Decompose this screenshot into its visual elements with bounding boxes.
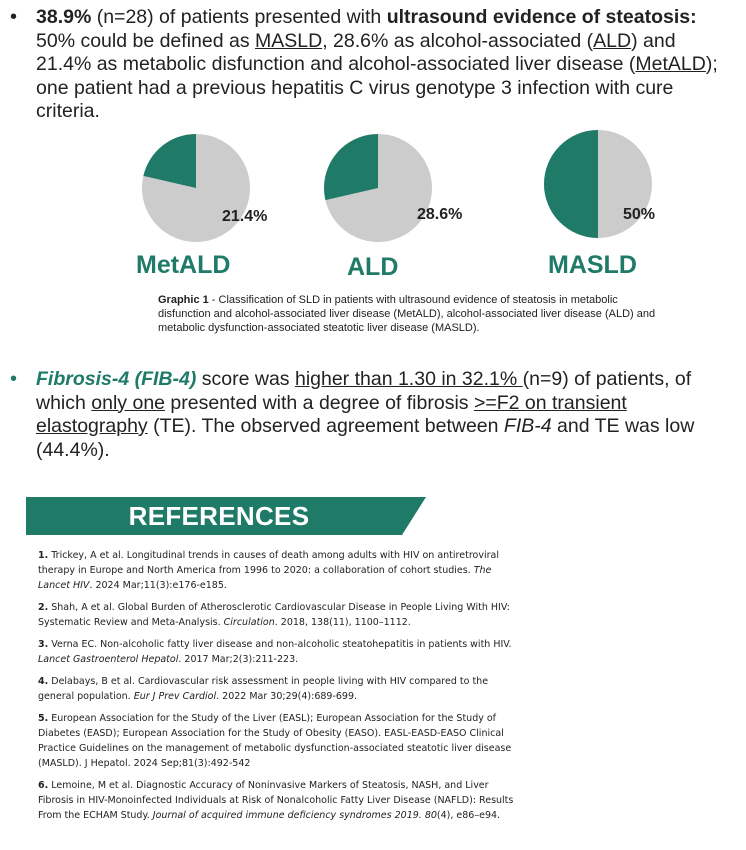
pie-value-masld: 50% — [623, 206, 656, 223]
reference-item: 6. Lemoine, M et al. Diagnostic Accuracy of Noninvasive Markers of Steatosis, NASH, and Liver Fibrosis in HIV-Monoinfected Individuals at Risk of Nonalcoholic Fatty Liver Disease (NAFLD): Results From the ECHAM Study. Journal of acquired immune deficiency syndromes 2019. 80(4), e86–e94. — [38, 780, 514, 821]
steatosis-percent: 38.9% — [36, 6, 92, 28]
references-title: REFERENCES — [128, 500, 310, 531]
caption-text: - Classification of SLD in patients with ultrasound evidence of steatosis in metabolic disfunction and alcohol-associated liver disease (MetALD), alcohol-associated liver disease (ALD) and metabolic dysfunction-associated steatotic liver disease (MASLD). — [158, 294, 656, 334]
reference-item: 3. Verna EC. Non-alcoholic fatty liver disease and non-alcoholic steatohepatitis in patients with HIV. Lancet Gastroenterol Hepatol. 2017 Mar;2(3):211-223. — [38, 639, 512, 665]
reference-item: 5. European Association for the Study of the Liver (EASL); European Association for the Study of Diabetes (EASD); European Association for the Study of Obesity (EASO). EASL-EASD-EASO Clinical Practice Guidelines on the management of metabolic dysfunction-associated steatotic liver disease (MASLD). J Hepatol. 2024 Sep;81(3):492-542 — [38, 713, 512, 769]
pie-chart-metald — [140, 132, 252, 244]
reference-item: 1. Trickey, A et al. Longitudinal trends in causes of death among adults with HIV on antiretroviral therapy in Europe and North America from 1996 to 2020: a collaboration of cohort studies. The Lancet HIV. 2024 Mar;11(3):e176-e185. — [38, 550, 499, 591]
reference-item: 4. Delabays, B et al. Cardiovascular risk assessment in people living with HIV compared to the general population. Eur J Prev Cardiol. 2022 Mar 30;29(4):689-699. — [38, 676, 489, 702]
references-banner — [26, 497, 426, 535]
fibrosis-bullet: • Fibrosis-4 (FIB-4) score was higher than 1.30 in 32.1% (n=9) of patients, of which only one presented with a degree of fibrosis >=F2 on transient elastography (TE). The observed agreement between FIB-4 and TE was low (44.4%). — [10, 368, 695, 461]
fib4-term: Fibrosis-4 (FIB-4) — [36, 368, 197, 390]
bullet-dot: • — [10, 6, 18, 28]
pie-chart-ald — [322, 132, 434, 244]
graphic-caption — [158, 293, 663, 335]
pie-value-metald: 21.4% — [222, 208, 268, 225]
references-list — [38, 548, 518, 830]
pie-label-metald: MetALD — [136, 251, 231, 279]
pie-label-ald: ALD — [347, 253, 399, 281]
pie-value-ald: 28.6% — [417, 206, 463, 223]
pie-slice — [544, 130, 598, 238]
pie-label-masld: MASLD — [548, 251, 637, 279]
bullet-dot: • — [10, 368, 18, 390]
steatosis-bullet: • 38.9% (n=28) of patients presented with ultrasound evidence of steatosis: 50% could be defined as MASLD, 28.6% as alcohol-associated (ALD) and 21.4% as metabolic disfunction and alcohol-associated liver disease (MetALD); one patient had a previous hepatitis C virus genotype 3 infection with cure criteria. — [10, 6, 718, 122]
caption-label: Graphic 1 — [158, 294, 209, 306]
reference-item: 2. Shah, A et al. Global Burden of Atherosclerotic Cardiovascular Disease in People Living With HIV: Systematic Review and Meta-Analysis. Circulation. 2018, 138(11), 1100–1112. — [38, 602, 510, 628]
